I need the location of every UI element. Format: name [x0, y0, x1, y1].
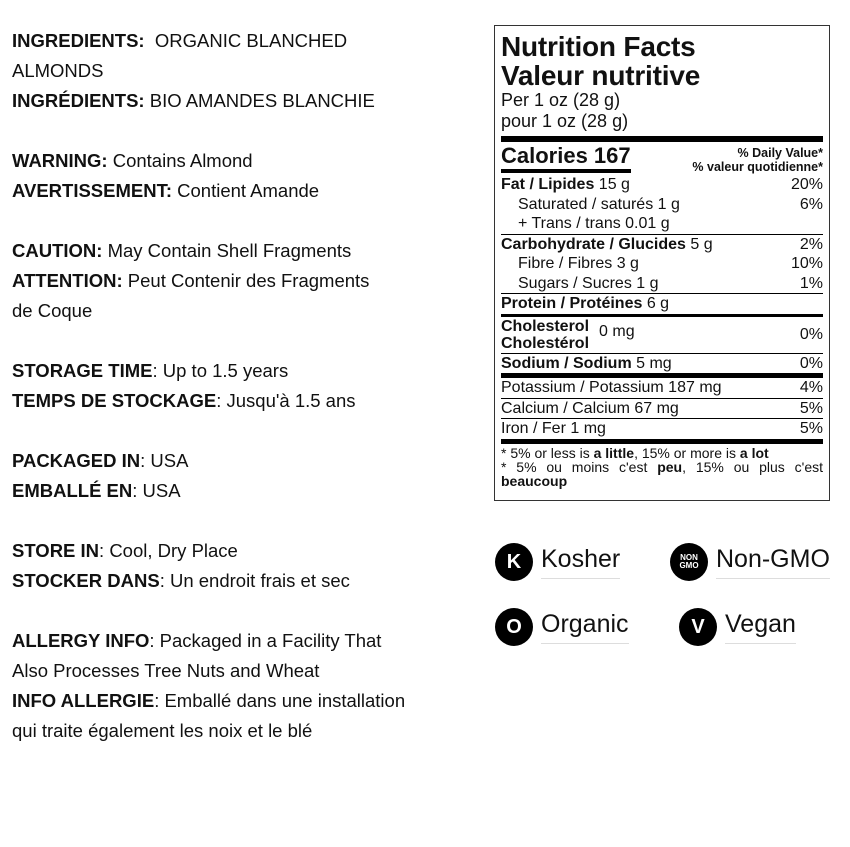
fat-row: Fat / Lipides 15 g 20%	[501, 176, 823, 193]
caution-fr: ATTENTION: Peut Contenir des Fragments	[12, 270, 370, 291]
packaged-in-fr: EMBALLÉ EN: USA	[12, 480, 181, 501]
allergy-info-en: ALLERGY INFO: Packaged in a Facility That	[12, 630, 382, 651]
badge-non-gmo: NON GMO Non-GMO	[670, 543, 830, 581]
organic-icon: O	[495, 608, 533, 646]
storage-time-en: STORAGE TIME: Up to 1.5 years	[12, 360, 289, 381]
nutrition-title-en: Nutrition Facts	[501, 31, 696, 62]
packaged-in-en: PACKAGED IN: USA	[12, 450, 189, 471]
warning-fr: AVERTISSEMENT: Contient Amande	[12, 180, 320, 201]
sodium-row: Sodium / Sodium 5 mg 0%	[501, 354, 823, 372]
calcium-row: Calcium / Calcium 67 mg 5%	[501, 399, 823, 417]
calories-row	[501, 144, 823, 174]
vegan-icon: V	[679, 608, 717, 646]
footnote-en: * 5% or less is a little, 15% or more is a lot	[501, 444, 769, 461]
footnote	[501, 444, 823, 488]
daily-value-header: % Daily Value* % valeur quotidienne*	[692, 146, 823, 174]
storage-time-fr: TEMPS DE STOCKAGE: Jusqu'à 1.5 ans	[12, 390, 356, 411]
serving-size-en: Per 1 oz (28 g)	[501, 90, 621, 110]
allergy-info-fr: INFO ALLERGIE: Emballé dans une installation	[12, 690, 406, 711]
footnote-fr: * 5% ou moins c'est peu, 15% ou plus c'est beaucoup	[501, 458, 823, 489]
serving-size-fr: pour 1 oz (28 g)	[501, 111, 629, 131]
iron-row: Iron / Fer 1 mg 5%	[501, 420, 823, 437]
trans-row: + Trans / trans 0.01 g	[518, 215, 670, 232]
product-info	[12, 26, 472, 746]
caution-fr-cont: de Coque	[12, 300, 93, 321]
badge-kosher: K Kosher	[495, 543, 620, 581]
warning-en: WARNING: Contains Almond	[12, 150, 253, 171]
protein-row: Protein / Protéines 6 g	[501, 295, 670, 312]
saturated-row: Saturated / saturés 1 g 6%	[518, 195, 823, 213]
store-in-fr: STOCKER DANS: Un endroit frais et sec	[12, 570, 350, 591]
badge-vegan: V Vegan	[679, 608, 796, 646]
ingredients-fr: INGRÉDIENTS: BIO AMANDES BLANCHIE	[12, 90, 375, 111]
potassium-row: Potassium / Potassium 187 mg 4%	[501, 379, 823, 396]
badge-organic: O Organic	[495, 608, 629, 646]
sugars-row: Sugars / Sucres 1 g 1%	[518, 274, 823, 292]
carbohydrate-row: Carbohydrate / Glucides 5 g 2%	[501, 235, 823, 253]
non-gmo-icon: NON GMO	[670, 543, 708, 581]
cholesterol-row: Cholesterol Cholestérol 0 mg 0%	[501, 317, 823, 352]
ingredients-en-cont: ALMONDS	[12, 60, 104, 81]
kosher-icon: K	[495, 543, 533, 581]
ingredients-en: INGREDIENTS: ORGANIC BLANCHED	[12, 30, 348, 51]
calories: Calories 167	[501, 144, 631, 173]
fibre-row: Fibre / Fibres 3 g 10%	[518, 255, 823, 272]
nutrition-title-fr: Valeur nutritive	[501, 60, 701, 91]
allergy-info-fr-cont: qui traite également les noix et le blé	[12, 720, 313, 741]
nutrition-facts-panel	[494, 25, 830, 501]
allergy-info-en-cont: Also Processes Tree Nuts and Wheat	[12, 660, 320, 681]
caution-en: CAUTION: May Contain Shell Fragments	[12, 240, 352, 261]
store-in-en: STORE IN: Cool, Dry Place	[12, 540, 238, 561]
